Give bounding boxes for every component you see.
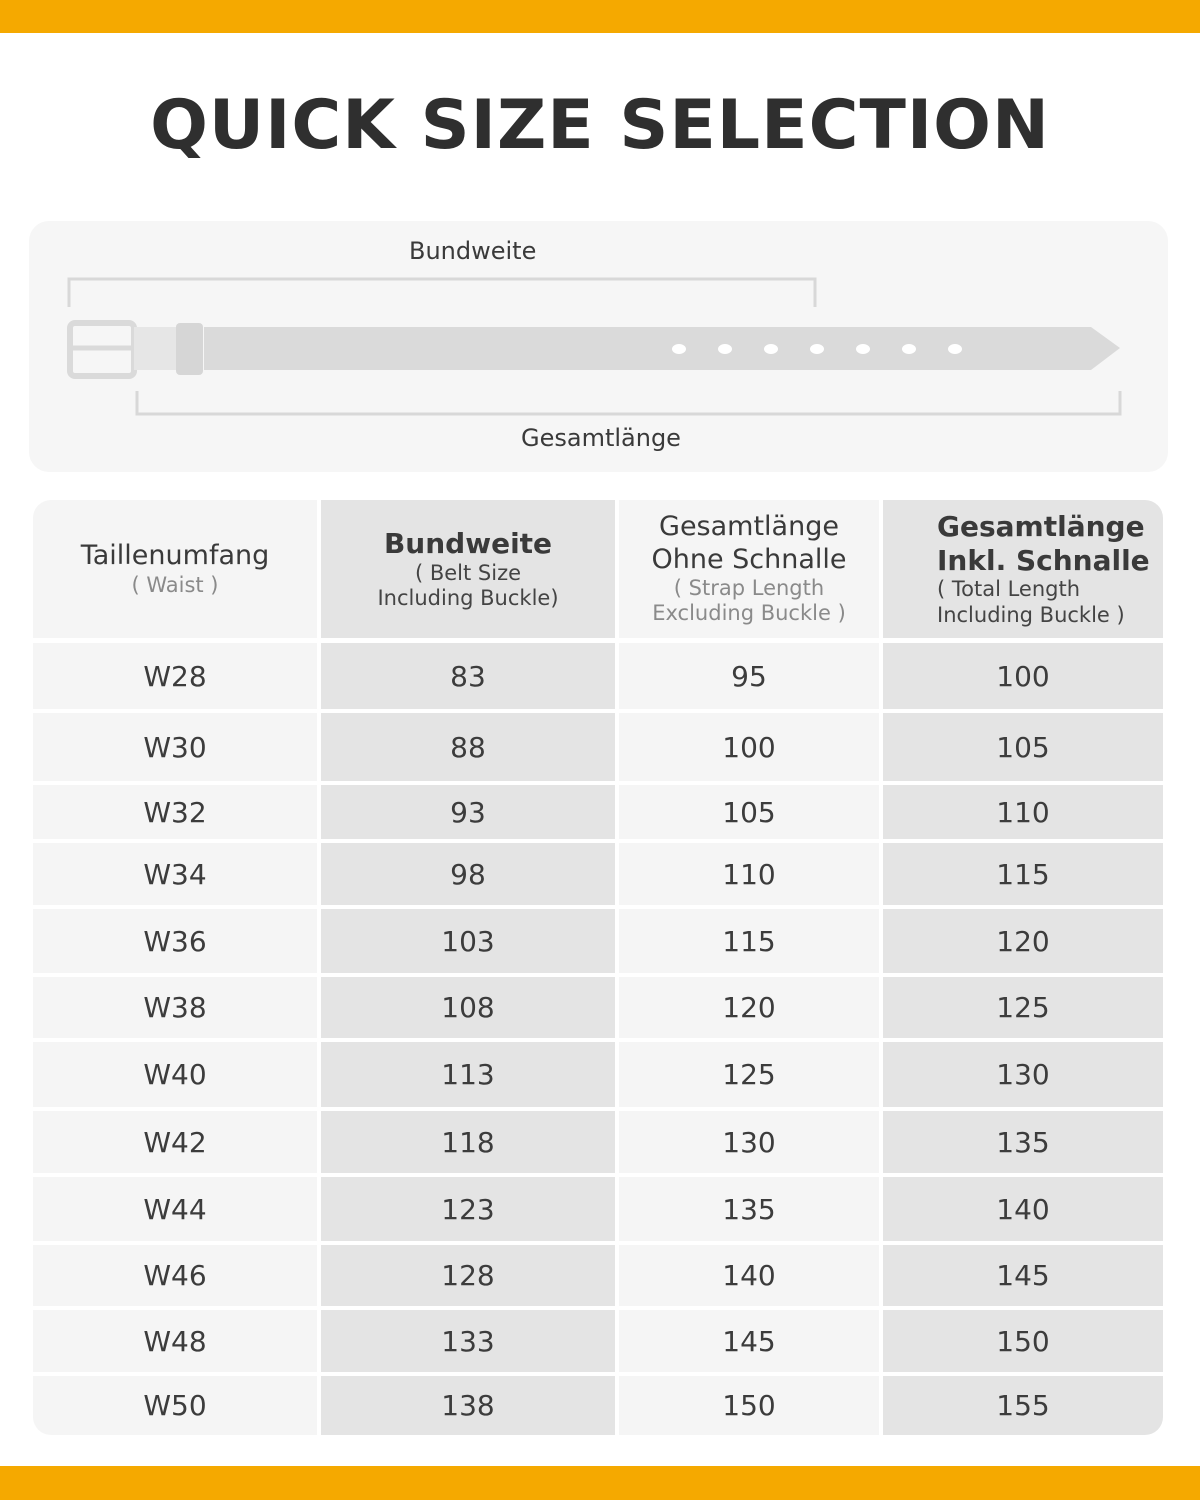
size-value-cell: 105 — [619, 785, 879, 839]
size-value-cell: 128 — [321, 1245, 615, 1306]
top-accent-bar — [0, 0, 1200, 33]
waist-size-cell: W42 — [33, 1111, 317, 1173]
waist-size-cell: W32 — [33, 785, 317, 839]
size-value-cell: 130 — [619, 1111, 879, 1173]
size-value-cell: 150 — [883, 1310, 1163, 1372]
size-value-cell: 140 — [883, 1177, 1163, 1241]
column-header-subtitle: ( Total Length Including Buckle ) — [937, 577, 1125, 627]
size-value-cell: 135 — [619, 1177, 879, 1241]
column-header-subtitle: ( Waist ) — [131, 572, 219, 597]
column-header-title: Taillenumfang — [80, 540, 270, 572]
size-value-cell: 110 — [619, 843, 879, 905]
waist-size-cell: W36 — [33, 909, 317, 973]
size-value-cell: 93 — [321, 785, 615, 839]
size-value-cell: 145 — [883, 1245, 1163, 1306]
waist-size-cell: W48 — [33, 1310, 317, 1372]
size-value-cell: 118 — [321, 1111, 615, 1173]
size-value-cell: 105 — [883, 713, 1163, 781]
column-header-4 — [883, 500, 1163, 638]
size-value-cell: 115 — [619, 909, 879, 973]
waist-size-cell: W28 — [33, 643, 317, 709]
column-header-3 — [619, 500, 879, 638]
size-value-cell: 83 — [321, 643, 615, 709]
gesamtlaenge-label: Gesamtlänge — [521, 424, 681, 452]
size-value-cell: 113 — [321, 1042, 615, 1107]
size-value-cell: 133 — [321, 1310, 615, 1372]
waist-size-cell: W46 — [33, 1245, 317, 1306]
size-value-cell: 88 — [321, 713, 615, 781]
size-value-cell: 120 — [619, 977, 879, 1038]
size-value-cell: 103 — [321, 909, 615, 973]
size-value-cell: 150 — [619, 1376, 879, 1435]
size-value-cell: 115 — [883, 843, 1163, 905]
page-title: QUICK SIZE SELECTION — [150, 86, 1050, 165]
belt-diagram — [29, 221, 1168, 472]
size-value-cell: 108 — [321, 977, 615, 1038]
size-value-cell: 100 — [883, 643, 1163, 709]
size-value-cell: 135 — [883, 1111, 1163, 1173]
size-value-cell: 100 — [619, 713, 879, 781]
waist-size-cell: W50 — [33, 1376, 317, 1435]
size-value-cell: 110 — [883, 785, 1163, 839]
size-value-cell: 138 — [321, 1376, 615, 1435]
size-value-cell: 155 — [883, 1376, 1163, 1435]
size-value-cell: 120 — [883, 909, 1163, 973]
waist-size-cell: W30 — [33, 713, 317, 781]
waist-size-cell: W38 — [33, 977, 317, 1038]
size-value-cell: 125 — [883, 977, 1163, 1038]
size-value-cell: 145 — [619, 1310, 879, 1372]
size-value-cell: 125 — [619, 1042, 879, 1107]
column-header-title: Bundweite — [383, 527, 553, 561]
size-table — [33, 500, 1163, 1435]
waist-size-cell: W40 — [33, 1042, 317, 1107]
column-header-subtitle: ( Belt Size Including Buckle) — [377, 560, 559, 610]
column-header-1 — [33, 500, 317, 638]
column-header-2 — [321, 500, 615, 638]
size-value-cell: 95 — [619, 643, 879, 709]
column-header-title: Gesamtlänge Ohne Schnalle — [651, 511, 847, 575]
size-value-cell: 130 — [883, 1042, 1163, 1107]
column-header-subtitle: ( Strap Length Excluding Buckle ) — [652, 576, 846, 626]
bottom-accent-bar — [0, 1466, 1200, 1500]
waist-size-cell: W44 — [33, 1177, 317, 1241]
size-value-cell: 98 — [321, 843, 615, 905]
bundweite-label: Bundweite — [409, 237, 537, 265]
waist-size-cell: W34 — [33, 843, 317, 905]
size-value-cell: 140 — [619, 1245, 879, 1306]
column-header-title: Gesamtlänge Inkl. Schnalle — [937, 510, 1150, 577]
size-value-cell: 123 — [321, 1177, 615, 1241]
